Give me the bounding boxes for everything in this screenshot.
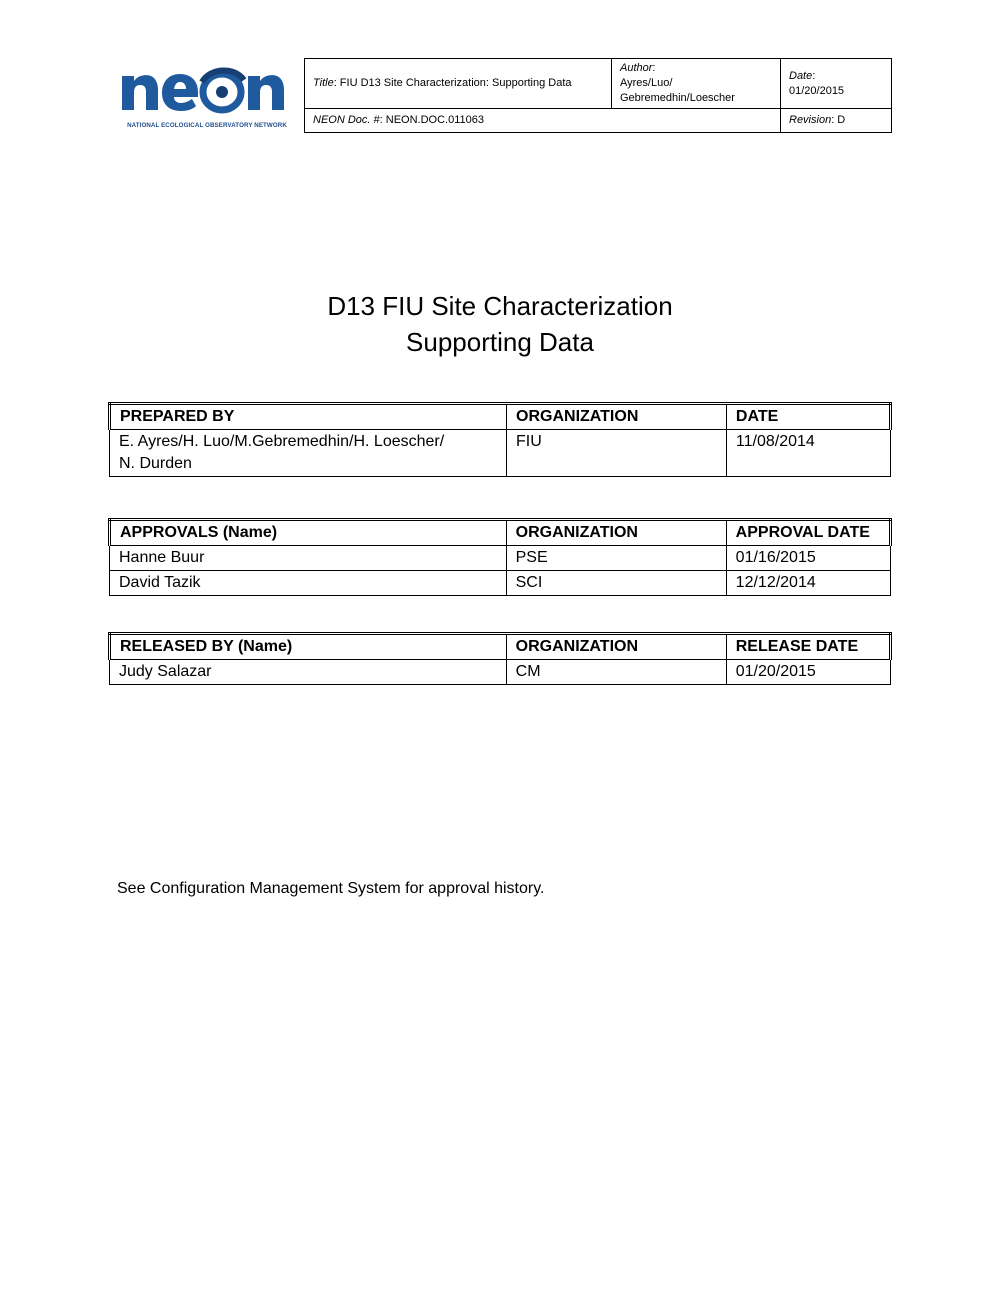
col-header: DATE [726,404,890,430]
author-colon: : [652,62,656,74]
header-revision-cell [781,109,892,133]
table-cell: David Tazik [110,571,507,596]
table-row [110,660,891,685]
author-label: Author [620,62,653,74]
revision-value: : D [831,114,846,126]
col-header: ORGANIZATION [506,520,726,546]
approval-history-note: See Configuration Management System for approval history. [117,880,545,897]
author-value-2: Gebremedhin/Loescher [620,92,735,104]
title-label: Title [313,77,334,89]
table-row [110,430,891,477]
doc-value: : NEON.DOC.011063 [379,114,484,126]
header-author-cell [612,59,781,109]
col-header: RELEASE DATE [726,634,890,660]
table-cell: FIU [507,430,727,477]
revision-label: Revision [789,114,832,126]
col-header: ORGANIZATION [506,634,726,660]
col-header: RELEASED BY (Name) [110,634,507,660]
table-row [110,571,891,596]
preparer-names: E. Ayres/H. Luo/M.Gebremedhin/H. Loescher/ [119,433,445,450]
table-cell: 11/08/2014 [726,430,890,477]
neon-logo [118,58,296,134]
approvals-table [108,518,892,596]
doc-label: NEON Doc. # [313,114,380,126]
title-line-2: Supporting Data [406,327,594,357]
table-cell: CM [506,660,726,685]
table-cell: PSE [506,546,726,571]
date-label: Date [789,69,813,82]
table-cell: Judy Salazar [110,660,507,685]
table-cell [110,430,507,477]
date-value: 01/20/2015 [789,84,845,97]
col-header: APPROVALS (Name) [110,520,507,546]
table-row [110,546,891,571]
table-cell: SCI [506,571,726,596]
table-cell: 01/16/2015 [726,546,890,571]
author-value-1: Ayres/Luo/ [620,77,673,89]
col-header: PREPARED BY [110,404,507,430]
title-value: : FIU D13 Site Characterization: Supporting Data [333,77,572,89]
header-title-cell [305,59,612,109]
col-header: ORGANIZATION [507,404,727,430]
prepared-by-table [108,402,892,477]
header-doc-cell [305,109,781,133]
col-header: APPROVAL DATE [726,520,890,546]
title-line-1: D13 FIU Site Characterization [327,291,673,321]
neon-wordmark-icon [118,58,296,120]
released-by-table [108,632,892,685]
document-header-table [304,58,892,133]
table-cell: 12/12/2014 [726,571,890,596]
date-colon: : [812,69,816,82]
header-date-cell [781,59,892,109]
table-cell: 01/20/2015 [726,660,890,685]
logo-tagline: NATIONAL ECOLOGICAL OBSERVATORY NETWORK [127,122,287,129]
table-cell: Hanne Buur [110,546,507,571]
document-title [0,288,1000,360]
preparer-names-cont: N. Durden [119,455,192,472]
